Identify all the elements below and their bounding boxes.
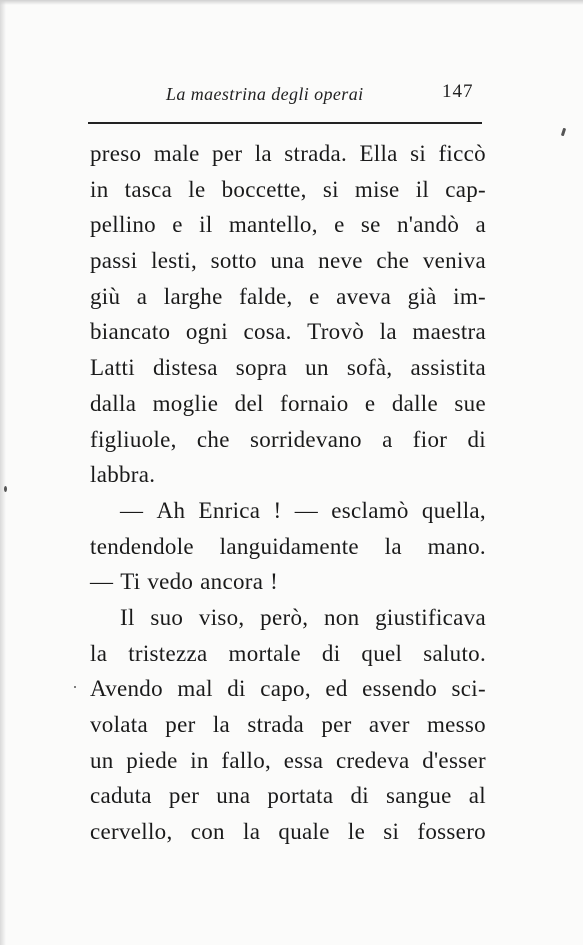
text-word: essa	[283, 747, 324, 773]
text-word: portata	[267, 783, 334, 809]
text-word: a	[136, 283, 148, 309]
text-word: viso,	[198, 604, 245, 630]
text-word: la	[384, 533, 402, 559]
page-top-edge-shadow	[0, 0, 583, 5]
text-word: la	[243, 819, 261, 845]
text-word: volata	[90, 712, 148, 737]
text-word: già	[407, 283, 437, 309]
text-word: Latti	[90, 355, 135, 381]
text-word: la	[90, 640, 108, 666]
text-word: un	[90, 747, 114, 773]
text-line	[90, 814, 486, 850]
text-word: una	[216, 783, 251, 809]
text-line	[90, 600, 486, 636]
text-word: messo	[426, 712, 486, 737]
text-word: che	[376, 248, 410, 274]
page-left-edge-shadow	[0, 0, 6, 945]
text-word: mise	[354, 176, 400, 202]
text-word: im-	[453, 283, 486, 309]
text-line	[90, 207, 486, 243]
text-word: ficcò	[438, 141, 486, 166]
text-word: passi	[90, 248, 138, 274]
text-word: sotto	[210, 248, 257, 274]
text-word: Avendo	[90, 676, 163, 702]
text-word: le	[188, 176, 206, 202]
text-line	[90, 564, 486, 600]
text-line	[90, 493, 486, 529]
text-line	[90, 279, 486, 315]
text-word: credeva	[335, 747, 410, 773]
text-word: biancato	[90, 319, 171, 345]
text-word: per	[165, 712, 196, 737]
text-word: il	[199, 212, 213, 238]
text-word: dalle	[391, 390, 439, 416]
text-word: con	[190, 819, 225, 845]
text-word: la	[212, 712, 231, 737]
text-word: sopra	[235, 355, 288, 381]
text-word: figliuole,	[90, 426, 177, 452]
text-word: mal	[177, 676, 213, 702]
text-word: una	[270, 248, 305, 274]
text-word: preso	[90, 141, 142, 166]
text-word: strada	[247, 712, 305, 737]
text-word: a	[382, 426, 393, 452]
text-word: di	[467, 426, 486, 452]
text-word: giustificava	[375, 604, 486, 630]
text-word: cap-	[445, 176, 486, 202]
text-word: larghe	[163, 283, 223, 309]
text-line	[90, 350, 486, 386]
text-word: assistita	[410, 355, 486, 381]
text-word: si	[322, 176, 339, 202]
text-word: ancora	[200, 569, 264, 595]
text-word: in	[190, 747, 209, 773]
text-word: languidamente	[219, 533, 359, 559]
text-word: quale	[278, 819, 330, 845]
text-word: male	[153, 141, 200, 166]
text-word: n'andò	[396, 212, 460, 238]
text-word: tristezza	[128, 640, 208, 666]
text-word: e	[309, 283, 320, 309]
text-word: capo,	[260, 676, 311, 702]
scan-speck	[561, 128, 566, 137]
page-number: 147	[442, 81, 474, 102]
text-line	[90, 707, 486, 743]
text-word: Enrica	[198, 497, 261, 523]
text-word: al	[468, 783, 486, 809]
text-line	[90, 778, 486, 814]
text-word: mantello,	[228, 212, 318, 238]
text-word: essendo	[362, 676, 438, 702]
text-word: Il	[120, 604, 135, 630]
text-word: di	[227, 676, 246, 702]
text-line	[90, 529, 486, 565]
text-word: giù	[90, 283, 121, 309]
text-word: per	[321, 712, 352, 737]
text-word: Ti	[120, 569, 141, 595]
text-word: tendendole	[90, 533, 194, 559]
text-word: sorridevano	[249, 426, 362, 452]
text-word: per	[168, 783, 200, 809]
text-word: sangue	[386, 783, 452, 809]
text-word: del	[234, 390, 264, 416]
scan-speck	[74, 686, 76, 688]
text-word: lesti,	[151, 248, 197, 274]
text-word: boccette,	[221, 176, 307, 202]
text-word: in	[90, 176, 109, 202]
text-word: saluto.	[423, 640, 486, 666]
text-line	[90, 636, 486, 672]
text-word: fior	[412, 426, 448, 452]
text-line	[90, 243, 486, 279]
text-word: a	[475, 212, 486, 238]
text-word: e	[334, 212, 345, 238]
text-word: quella,	[421, 497, 486, 523]
text-word: d'esser	[422, 747, 486, 773]
text-word: aver	[368, 712, 410, 737]
text-word: labbra.	[90, 462, 156, 488]
text-line	[90, 457, 486, 493]
text-word: distesa	[153, 355, 218, 381]
text-word: ed	[325, 676, 348, 702]
text-word: veniva	[422, 248, 486, 274]
text-word: dalla	[90, 390, 137, 416]
text-word: vedo	[147, 569, 194, 595]
text-word: caduta	[90, 783, 152, 809]
text-line	[90, 671, 486, 707]
text-line	[90, 172, 486, 208]
text-word: non	[323, 604, 360, 630]
text-word: Ah	[156, 497, 186, 523]
text-word: di	[321, 640, 341, 666]
text-word: ogni	[185, 319, 228, 345]
text-word: sofà,	[346, 355, 393, 381]
text-word: sci-	[451, 676, 486, 702]
text-word: e	[364, 390, 376, 416]
running-title: La maestrina degli operai	[166, 84, 364, 104]
text-word: mortale	[228, 640, 301, 666]
text-word: si	[410, 141, 427, 166]
text-word: cosa.	[243, 319, 292, 345]
text-line	[90, 743, 486, 779]
text-word: —	[90, 569, 114, 595]
text-word: cervello,	[90, 819, 173, 845]
text-word: la	[379, 319, 397, 345]
body-text	[90, 136, 486, 850]
text-line	[90, 136, 486, 172]
text-word: Trovò	[307, 319, 365, 345]
scan-speck	[4, 486, 7, 492]
text-line	[90, 422, 486, 458]
text-word: sue	[454, 390, 486, 416]
text-word: un	[305, 355, 329, 381]
header-rule	[88, 122, 482, 124]
text-word: aveva	[336, 283, 392, 309]
text-word: di	[350, 783, 369, 809]
text-word: neve	[318, 248, 363, 274]
text-word: falde,	[239, 283, 293, 309]
text-word: fallo,	[221, 747, 272, 773]
text-line	[90, 314, 486, 350]
text-word: moglie	[152, 390, 219, 416]
text-word: la	[254, 141, 272, 166]
text-word: !	[273, 497, 282, 523]
text-word: Ella	[359, 141, 398, 166]
text-word: —	[294, 497, 319, 523]
text-word: tasca	[124, 176, 173, 202]
text-word: esclamò	[331, 497, 409, 523]
text-word: se	[360, 212, 381, 238]
text-word: fossero	[417, 819, 486, 845]
text-word: maestra	[412, 319, 486, 345]
text-word: si	[383, 819, 400, 845]
text-word: e	[172, 212, 183, 238]
text-word: suo	[150, 604, 184, 630]
text-word: per	[212, 141, 243, 166]
text-word: pellino	[90, 212, 156, 238]
text-word: le	[347, 819, 366, 845]
text-word: fornaio	[280, 390, 349, 416]
text-word: mano.	[427, 533, 486, 559]
text-line	[90, 386, 486, 422]
text-word: —	[120, 497, 144, 523]
text-word: il	[415, 176, 430, 202]
text-word: però,	[260, 604, 309, 630]
text-word: che	[196, 426, 230, 452]
text-word: quel	[361, 640, 403, 666]
text-word: piede	[126, 747, 178, 773]
text-word: strada.	[284, 141, 348, 166]
text-word: !	[270, 569, 279, 595]
